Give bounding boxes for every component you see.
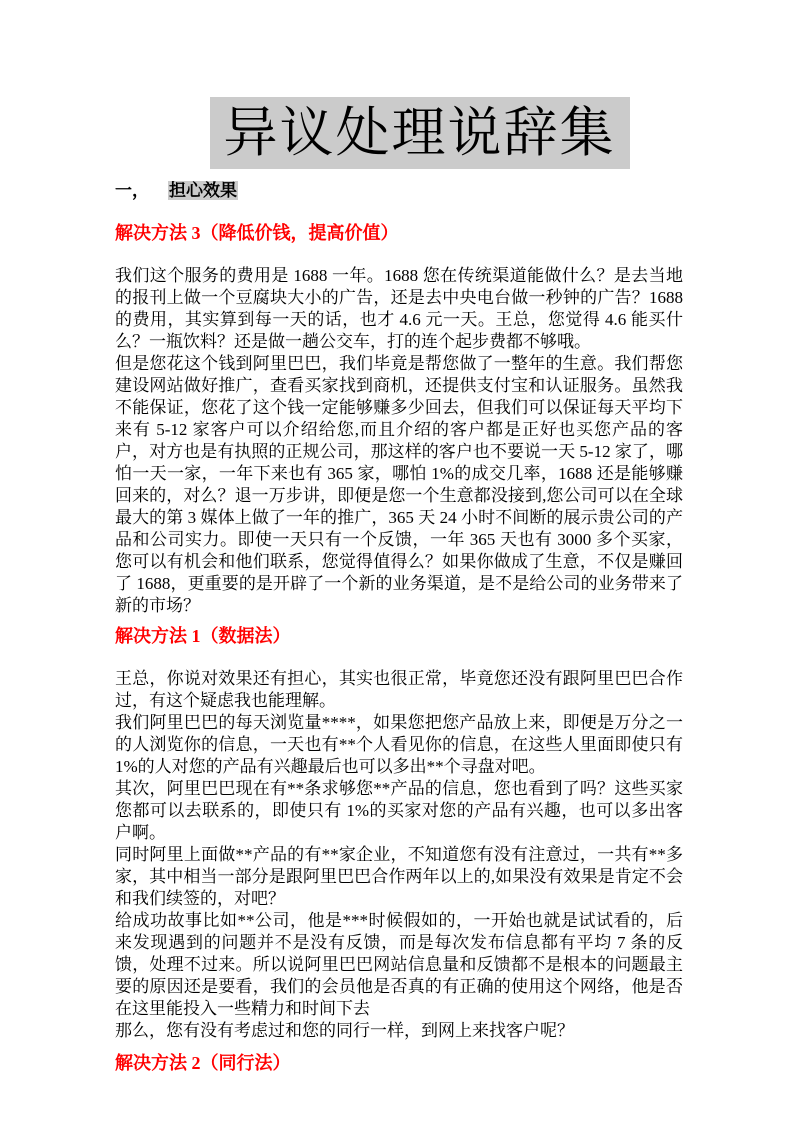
solution-heading-method3: 解决方法 3（降低价钱，提高价值） xyxy=(115,223,399,243)
document-body xyxy=(0,180,793,1074)
paragraph: 王总，你说对效果还有担心，其实也很正常，毕竟您还没有跟阿里巴巴合作过，有这个疑虑我也能理解。 xyxy=(115,669,683,710)
outline-label: 担心效果 xyxy=(169,181,237,200)
solution-heading-method1: 解决方法 1（数据法） xyxy=(115,626,291,646)
paragraph: 我们阿里巴巴的每天浏览量****，如果您把您产品放上来，即便是万分之一的人浏览你的信息，一天也有**个人看见你的信息，在这些人里面即使只有 1%的人对您的产品有兴趣最后也可以多出**个寻盘对吧。 xyxy=(115,713,683,776)
paragraph: 同时阿里上面做**产品的有**家企业，不知道您有没有注意过，一共有**多家，其中相当一部分是跟阿里巴巴合作两年以上的,如果没有效果是肯定不会和我们续签的，对吧？ xyxy=(115,845,683,908)
paragraph: 我们这个服务的费用是 1688 一年。1688 您在传统渠道能做什么？是去当地的报刊上做一个豆腐块大小的广告，还是去中央电台做一秒钟的广告？1688 的费用，其实算到每一天的话，也才 4.6 元一天。王总，您觉得 4.6 能买什么？一瓶饮料？还是做一趟公交车，打的连个起步费都不够哦。 xyxy=(115,266,683,351)
document-title: 异议处理说辞集 xyxy=(210,97,630,169)
solution-heading-method2: 解决方法 2（同行法） xyxy=(115,1053,291,1073)
solution-method3-body xyxy=(115,265,683,617)
solution-method1-body xyxy=(115,668,683,1042)
paragraph: 其次，阿里巴巴现在有**条求够您**产品的信息，您也看到了吗？这些买家您都可以去联系的，即使只有 1%的买家对您的产品有兴趣，也可以多出客户啊。 xyxy=(115,779,683,842)
outline-item xyxy=(115,180,683,202)
title-row xyxy=(0,0,793,169)
paragraph: 但是您花这个钱到阿里巴巴，我们毕竟是帮您做了一整年的生意。我们帮您建设网站做好推广，查看买家找到商机，还提供支付宝和认证服务。虽然我不能保证，您花了这个钱一定能够赚多少回去，但我们可以保证每天平均下来有 5-12 家客户可以介绍给您,而且介绍的客户都是正好也买您产品的客户，对方也是有执照的正规公司，那这样的客户也不要说一天 5-12 家了，哪怕一天一家，一年下来也有 365 家，哪怕 1%的成交几率，1688 还是能够赚回来的，对么？退一万步讲，即便是您一个生意都没接到,您公司可以在全球最大的第 3 媒体上做了一年的推广，365 天 24 小时不间断的展示贵公司的产品和公司实力。即使一天只有一个反馈，一年 365 天也有 3000 多个买家，您可以有机会和他们联系，您觉得值得么？如果你做成了生意，不仅是赚回了 1688，更重要的是开辟了一个新的业务渠道，是不是给公司的业务带来了新的市场？ xyxy=(115,354,683,615)
outline-numeral: 一， xyxy=(115,181,149,200)
paragraph: 那么，您有没有考虑过和您的同行一样，到网上来找客户呢？ xyxy=(115,1021,574,1040)
paragraph: 给成功故事比如**公司，他是***时候假如的，一开始也就是试试看的，后来发现遇到的问题并不是没有反馈，而是每次发布信息都有平均 7 条的反馈，处理不过来。所以说阿里巴巴网站信息量和反馈都不是根本的问题最主要的原因还是要看，我们的会员他是否真的有正确的使用这个网络，他是否在这里能投入一些精力和时间下去 xyxy=(115,911,683,1018)
